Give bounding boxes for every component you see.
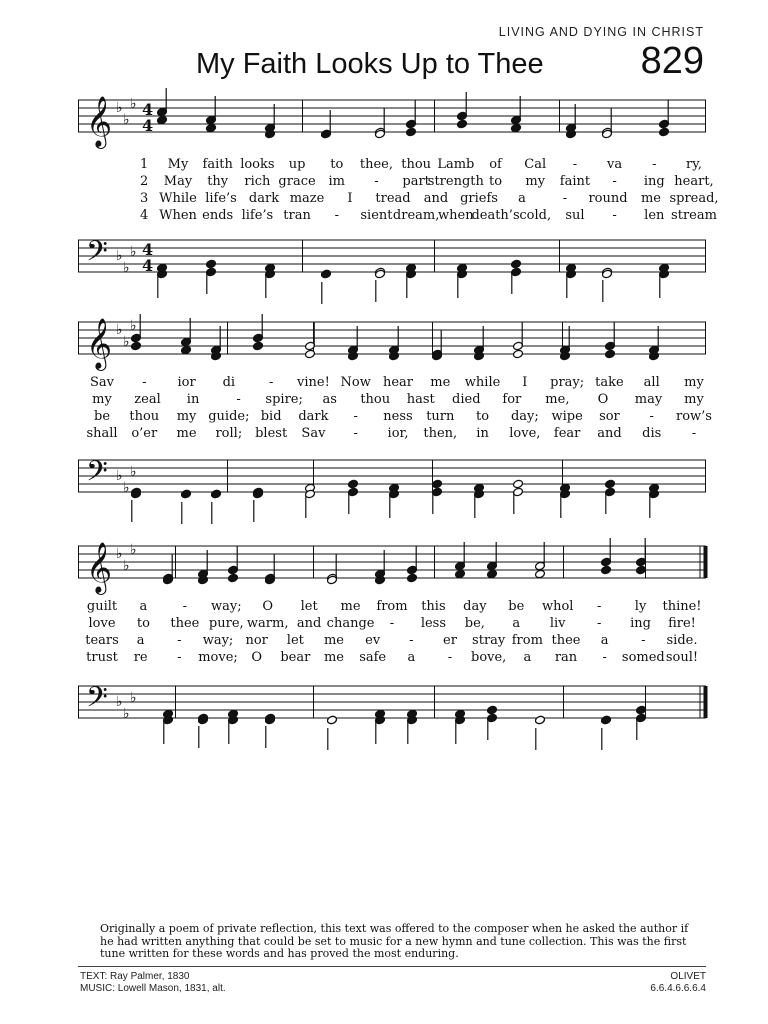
hyphen: - (612, 174, 617, 189)
lyric-verse-1 (78, 374, 706, 391)
hyphen: - (182, 599, 188, 614)
syllable: may (634, 392, 663, 407)
syllable: pray; (550, 375, 585, 390)
notehead (487, 569, 498, 579)
notehead (513, 349, 524, 359)
syllable: safe (359, 650, 387, 665)
hyphen: - (572, 157, 578, 172)
syllable: way; (202, 633, 234, 648)
flat-icon: ♭ (116, 546, 123, 562)
flat-icon: ♭ (130, 96, 137, 112)
section-label: LIVING AND DYING IN CHRIST (498, 25, 704, 39)
syllable: Sav (89, 375, 115, 390)
lyric-verse-3 (78, 190, 719, 207)
syllable: dis (642, 426, 662, 441)
notehead (228, 573, 239, 583)
syllable: ry, (686, 157, 702, 172)
syllable: be, (464, 616, 485, 631)
music-system-2 (78, 318, 712, 508)
notehead (348, 479, 359, 489)
syllable: this (421, 599, 446, 614)
syllable: to (136, 616, 150, 631)
notehead (206, 123, 217, 133)
syllable: Sav (301, 426, 326, 441)
flat-icon: ♭ (123, 334, 130, 350)
syllable: trust (86, 650, 118, 665)
treble-clef-icon: 𝄞 (86, 318, 113, 369)
treble-clef-icon: 𝄞 (86, 542, 113, 593)
bass-staff-1 (78, 236, 706, 276)
syllable: row’s (676, 409, 712, 424)
syllable: strength (427, 174, 484, 189)
syllable: my (176, 409, 197, 424)
syllable: nor (245, 633, 268, 648)
lyric-verse-1 (78, 156, 706, 173)
flat-icon: ♭ (130, 464, 137, 480)
syllable: ran (554, 650, 578, 665)
hyphen: - (596, 599, 602, 614)
syllable: turn (426, 409, 455, 424)
syllable: my (684, 375, 704, 390)
syllable: a (518, 191, 526, 206)
syllable: soul! (665, 650, 699, 665)
syllable: my (684, 392, 704, 407)
syllable: me (323, 633, 345, 648)
notehead (407, 573, 418, 583)
syllable: Now (340, 375, 371, 390)
lyric-verse-3 (78, 408, 712, 425)
syllable: me (176, 426, 197, 441)
syllable: While (159, 191, 197, 206)
syllable: I (347, 191, 353, 206)
syllable: fear (553, 426, 581, 441)
notehead (601, 715, 612, 725)
music-credit: MUSIC: Lowell Mason, 1831, alt. (80, 983, 226, 994)
syllable: whol (541, 599, 574, 614)
footer-divider (78, 966, 706, 967)
syllable: side. (666, 633, 698, 648)
syllable: thee (551, 633, 581, 648)
lyric-verse-2 (78, 173, 714, 190)
notehead (321, 269, 332, 279)
notehead (511, 123, 522, 133)
syllable: zeal (134, 392, 161, 407)
syllable: for (502, 392, 522, 407)
syllable: less (420, 616, 447, 631)
syllable: change (326, 616, 375, 631)
lyric-verse-3 (78, 632, 706, 649)
syllable: dream, (392, 208, 440, 223)
syllable: bove, (470, 650, 507, 665)
time-signature-bottom: 4 (142, 116, 154, 135)
syllable: when (438, 208, 474, 223)
flat-icon: ♭ (130, 542, 137, 558)
syllable: When (159, 208, 197, 223)
meter: 6.6.4.6.6.6.4 (650, 983, 706, 994)
syllable: and (296, 616, 322, 631)
notehead (406, 127, 417, 137)
syllable: o’er (131, 426, 158, 441)
syllable: as (322, 392, 337, 407)
syllable: faint (559, 174, 591, 189)
notehead (131, 341, 142, 351)
notehead (535, 715, 546, 725)
verse-number: 2 (140, 174, 149, 189)
syllable: take (595, 375, 624, 390)
syllable: O (251, 650, 262, 665)
notehead (181, 345, 192, 355)
notehead (455, 569, 466, 579)
syllable: thine! (662, 599, 702, 614)
notehead (535, 569, 546, 579)
syllable: maze (289, 191, 325, 206)
syllable: a (600, 633, 609, 648)
syllable: me (340, 599, 361, 614)
syllable: then, (423, 426, 458, 441)
treble-staff-1 (78, 96, 706, 147)
notehead (513, 479, 524, 489)
syllable: me (323, 650, 345, 665)
syllable: thee (170, 616, 200, 631)
syllable: a (523, 650, 532, 665)
syllable: liv (549, 616, 566, 631)
lyric-verse-4 (78, 425, 706, 442)
syllable: ev (365, 633, 381, 648)
notehead (432, 479, 443, 489)
syllable: stream (671, 208, 717, 223)
lyric-verse-2 (78, 391, 706, 408)
syllable: guide; (208, 409, 250, 424)
syllable: spire; (265, 392, 303, 407)
syllable: to (476, 409, 490, 424)
notehead (511, 259, 522, 269)
flat-icon: ♭ (123, 558, 130, 574)
syllable: spread, (669, 191, 719, 206)
lyric-verse-1 (78, 598, 706, 615)
hyphen: - (142, 375, 147, 390)
flat-icon: ♭ (130, 244, 137, 260)
syllable: looks (240, 157, 275, 172)
syllable: pure, (208, 616, 244, 631)
syllable: dark (298, 409, 329, 424)
hyphen: - (652, 157, 657, 172)
hyphen: - (602, 650, 607, 665)
syllable: tran (283, 208, 311, 223)
syllable: griefs (460, 191, 498, 206)
text-credit: TEXT: Ray Palmer, 1830 (80, 971, 190, 982)
syllable: rich (244, 174, 271, 189)
syllable: im (328, 174, 346, 189)
music-system-1 (78, 96, 719, 286)
notehead (601, 565, 612, 575)
syllable: be (508, 599, 525, 614)
hyphen: - (612, 208, 617, 223)
syllable: me, (545, 392, 570, 407)
verse-number: 4 (140, 208, 149, 223)
syllable: fire! (668, 616, 696, 631)
syllable: way; (210, 599, 242, 614)
lyric-verse-4 (78, 207, 717, 224)
syllable: bear (280, 650, 311, 665)
syllable: somed (621, 650, 665, 665)
flat-icon: ♭ (130, 318, 137, 334)
bass-staff-2 (78, 456, 706, 496)
time-signature-top: 4 (142, 100, 154, 119)
syllable: ness (383, 409, 413, 424)
syllable: faith (202, 157, 233, 172)
notehead (636, 565, 647, 575)
syllable: tread (375, 191, 411, 206)
hyphen: - (177, 633, 182, 648)
syllable: vine! (297, 375, 330, 390)
credits-left (80, 971, 226, 995)
bass-clef-icon: 𝄢 (86, 455, 108, 495)
verse-number: 3 (140, 191, 149, 206)
notehead (327, 715, 338, 725)
syllable: a (512, 616, 521, 631)
syllable: dark (248, 191, 280, 206)
syllable: from (376, 599, 408, 614)
syllable: O (262, 599, 274, 614)
syllable: thou (360, 392, 391, 407)
credits-right (650, 971, 706, 995)
notehead (487, 705, 498, 715)
syllable: thy (207, 174, 229, 189)
syllable: I (522, 375, 528, 390)
flat-icon: ♭ (130, 690, 137, 706)
hyphen: - (268, 375, 274, 390)
syllable: be (93, 409, 111, 424)
hyphen: - (374, 174, 379, 189)
syllable: from (511, 633, 543, 648)
syllable: of (489, 157, 502, 172)
syllable: tears (85, 633, 119, 648)
syllable: a (139, 599, 148, 614)
syllable: move; (198, 650, 238, 665)
syllable: cold, (519, 208, 552, 223)
syllable: roll; (215, 426, 243, 441)
syllable: round (588, 191, 628, 206)
syllable: len (644, 208, 665, 223)
syllable: grace (278, 174, 316, 189)
hyphen: - (236, 392, 241, 407)
syllable: ly (634, 599, 647, 614)
hyphen: - (353, 409, 358, 424)
syllable: hear (382, 375, 414, 390)
hymn-title: My Faith Looks Up to Thee (196, 48, 544, 80)
notehead (659, 127, 670, 137)
syllable: life’s (205, 191, 237, 206)
syllable: and (597, 426, 622, 441)
syllable: and (423, 191, 449, 206)
lyric-verse-2 (78, 615, 706, 632)
syllable: day (463, 599, 487, 614)
notehead (157, 115, 168, 125)
syllable: death’s (471, 208, 520, 223)
syllable: let (286, 633, 304, 648)
syllable: sul (565, 208, 585, 223)
syllable: ior, (387, 426, 409, 441)
syllable: sient (360, 208, 393, 223)
syllable: stray (472, 633, 506, 648)
syllable: shall (86, 426, 118, 441)
syllable: thee, (359, 157, 394, 172)
syllable: sor (599, 409, 620, 424)
bass-clef-icon: 𝄢 (86, 681, 108, 721)
verse-number: 1 (140, 157, 149, 172)
syllable: thou (401, 157, 432, 172)
syllable: love, (509, 426, 541, 441)
bass-clef-icon: 𝄢 (86, 235, 108, 275)
syllable: in (186, 392, 200, 407)
footnote: Originally a poem of private reflection, this text was offered to the composer when he asked the author if he had written anything that could be set to music for a new hymn and tune collection. This was the first tune written for these words and has proved the most enduring. (100, 922, 689, 960)
hymn-number: 829 (640, 40, 704, 82)
hyphen: - (447, 650, 453, 665)
music-system-3 (78, 542, 706, 732)
syllable: ing (643, 174, 665, 189)
syllable: me (640, 191, 662, 206)
syllable: wipe (551, 409, 583, 424)
syllable: in (476, 426, 489, 441)
lyric-verse-4 (78, 649, 706, 666)
syllable: life’s (241, 208, 274, 223)
notehead (605, 349, 616, 359)
syllable: day; (510, 409, 539, 424)
flat-icon: ♭ (116, 468, 123, 484)
syllable: part (402, 174, 430, 189)
treble-staff-3 (78, 542, 706, 593)
syllable: blest (255, 426, 288, 441)
treble-clef-icon: 𝄞 (86, 96, 113, 147)
syllable: love (88, 616, 116, 631)
time-signature-bottom: 4 (142, 256, 154, 275)
notehead (605, 479, 616, 489)
syllable: My (167, 157, 189, 172)
syllable: my (92, 392, 112, 407)
notehead (457, 119, 468, 129)
tune-name: OLIVET (670, 971, 706, 982)
flat-icon: ♭ (123, 480, 130, 496)
syllable: my (525, 174, 546, 189)
notehead (253, 341, 264, 351)
hyphen: - (334, 208, 339, 223)
notehead (181, 489, 192, 499)
flat-icon: ♭ (116, 694, 123, 710)
syllable: let (300, 599, 318, 614)
notehead (636, 705, 647, 715)
time-signature-top: 4 (142, 240, 154, 259)
syllable: ing (630, 616, 651, 631)
syllable: ior (177, 375, 196, 390)
syllable: a (136, 633, 145, 648)
hyphen: - (562, 191, 568, 206)
syllable: Cal (524, 157, 547, 172)
hyphen: - (409, 633, 414, 648)
syllable: va (607, 157, 623, 172)
hyphen: - (641, 633, 646, 648)
syllable: warm, (246, 616, 289, 631)
hyphen: - (596, 616, 602, 631)
flat-icon: ♭ (123, 706, 130, 722)
syllable: er (443, 633, 457, 648)
bass-staff-3 (78, 682, 706, 722)
flat-icon: ♭ (116, 322, 123, 338)
hyphen: - (691, 426, 697, 441)
hyphen: - (177, 650, 182, 665)
notehead (206, 259, 217, 269)
syllable: to (330, 157, 344, 172)
syllable: di (222, 375, 236, 390)
syllable: me (430, 375, 451, 390)
hyphen: - (389, 616, 395, 631)
syllable: a (407, 650, 416, 665)
syllable: died (452, 392, 481, 407)
syllable: all (643, 375, 660, 390)
syllable: to (489, 174, 503, 189)
syllable: re (133, 650, 148, 665)
syllable: O (597, 392, 609, 407)
syllable: bid (260, 409, 282, 424)
syllable: while (464, 375, 501, 390)
syllable: May (163, 174, 193, 189)
notehead (211, 489, 222, 499)
syllable: up (288, 157, 306, 172)
syllable: ends (202, 208, 234, 223)
treble-staff-2 (78, 318, 706, 369)
syllable: thou (129, 409, 160, 424)
flat-icon: ♭ (123, 260, 130, 276)
flat-icon: ♭ (123, 112, 130, 128)
staff-lines (78, 240, 706, 272)
syllable: heart, (674, 174, 714, 189)
flat-icon: ♭ (116, 100, 123, 116)
syllable: hast (406, 392, 435, 407)
hyphen: - (649, 409, 654, 424)
syllable: Lamb (437, 157, 475, 172)
flat-icon: ♭ (116, 248, 123, 264)
hyphen: - (353, 426, 358, 441)
syllable: guilt (86, 599, 118, 614)
